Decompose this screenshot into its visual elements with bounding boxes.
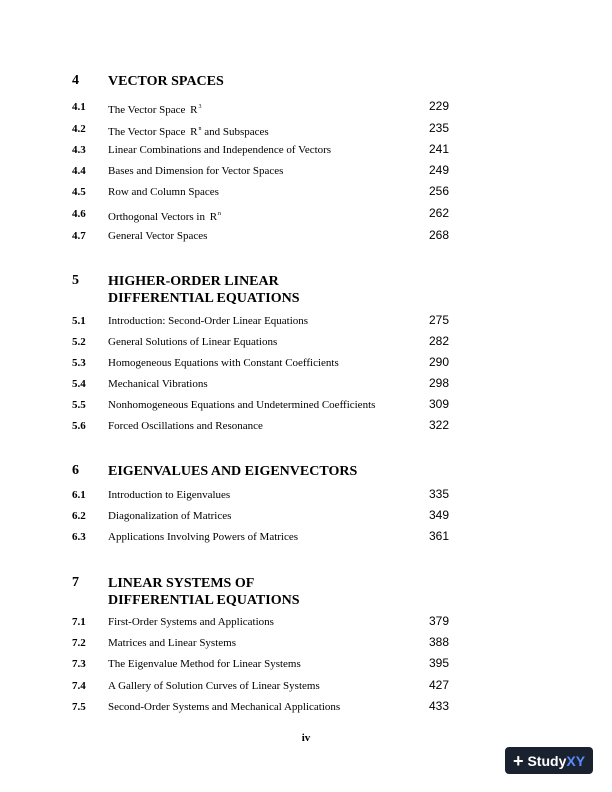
section-number: 4.2 [72,123,86,135]
section-number: 7.3 [72,658,86,670]
toc-entry[interactable] [0,122,612,138]
toc-entry[interactable] [0,700,612,716]
footer-page-number: iv [301,732,311,744]
section-number: 6.2 [72,510,86,522]
section-title: The Eigenvalue Method for Linear Systems [108,658,301,670]
section-page: 256 [429,184,450,198]
chapter-title: HIGHER-ORDER LINEAR DIFFERENTIAL EQUATIONS [108,274,300,306]
toc-entry[interactable] [0,164,612,180]
section-page: 309 [429,397,450,411]
section-number: 5.6 [72,420,86,432]
section-page: 229 [429,99,450,113]
section-title: General Vector Spaces [108,230,208,242]
toc-entry[interactable] [0,335,612,351]
section-title: Matrices and Linear Systems [108,637,236,649]
chapter-title: EIGENVALUES AND EIGENVECTORS [108,464,358,479]
toc-entry[interactable] [0,356,612,372]
section-page: 388 [429,635,450,649]
chapter-number: 4 [72,73,79,88]
section-page: 322 [429,418,450,432]
section-page: 275 [429,313,450,327]
toc-entry[interactable] [0,377,612,393]
section-title: Introduction: Second-Order Linear Equations [108,315,309,327]
section-page: 235 [429,121,450,135]
toc-entry[interactable] [0,100,612,116]
section-title: Bases and Dimension for Vector Spaces [108,165,284,177]
plus-icon: + [512,750,524,771]
chapter-number: 6 [72,463,79,478]
section-page: 298 [429,376,450,390]
section-page: 282 [429,334,450,348]
toc-entry[interactable] [0,679,612,695]
chapter-title: LINEAR SYSTEMS OF DIFFERENTIAL EQUATIONS [108,576,300,608]
section-number: 5.2 [72,336,86,348]
section-title: Forced Oscillations and Resonance [108,420,263,432]
section-number: 5.5 [72,399,86,411]
section-number: 4.6 [72,208,86,220]
toc-entry[interactable] [0,530,612,546]
toc-entry[interactable] [0,509,612,525]
toc-entry[interactable] [0,615,612,631]
section-title: Nonhomogeneous Equations and Undetermined Coefficients [108,399,376,411]
toc-entry[interactable] [0,207,612,223]
section-page: 262 [429,206,450,220]
section-title: Orthogonal Vectors in $R^n$ [108,211,222,223]
section-number: 5.4 [72,378,86,390]
section-number: 5.3 [72,357,86,369]
toc-entry[interactable] [0,185,612,201]
section-title: First-Order Systems and Applications [108,616,274,628]
section-page: 349 [429,508,450,522]
math-superscript: 3 [198,104,202,110]
section-title: The Vector Space $R^3$ [108,104,202,116]
section-title: Applications Involving Powers of Matrices [108,531,299,543]
section-title: Introduction to Eigenvalues [108,489,231,501]
section-number: 7.5 [72,701,86,713]
section-number: 7.2 [72,637,86,649]
section-title: Homogeneous Equations with Constant Coefficients [108,357,339,369]
chapter-title: VECTOR SPACES [108,74,224,89]
section-title: The Vector Space $R^n$ and Subspaces [108,126,269,138]
section-page: 241 [429,142,450,156]
toc-entry[interactable] [0,419,612,435]
section-title: Linear Combinations and Independence of Vectors [108,144,332,156]
section-number: 4.3 [72,144,86,156]
section-number: 7.1 [72,616,86,628]
math-superscript: n [218,211,222,217]
section-page: 268 [429,228,450,242]
math-symbol: R [190,126,198,138]
section-number: 4.1 [72,101,86,113]
section-number: 5.1 [72,315,86,327]
math-superscript: n [198,126,202,132]
section-page: 395 [429,656,450,670]
math-symbol: R [209,211,218,223]
section-title: Row and Column Spaces [108,186,219,198]
chapter-number: 7 [72,575,79,590]
section-title: Diagonalization of Matrices [108,510,232,522]
section-number: 6.3 [72,531,86,543]
studyxy-badge[interactable] [505,747,593,774]
section-page: 433 [429,699,450,713]
toc-entry[interactable] [0,314,612,330]
section-number: 4.4 [72,165,86,177]
badge-text: StudyXY [527,752,586,769]
section-title: A Gallery of Solution Curves of Linear Systems [108,680,320,692]
toc-entry[interactable] [0,488,612,504]
section-title: Second-Order Systems and Mechanical Applications [108,701,341,713]
toc-entry[interactable] [0,657,612,673]
section-number: 7.4 [72,680,86,692]
toc-entry[interactable] [0,229,612,245]
math-symbol: R [190,104,198,116]
section-page: 249 [429,163,450,177]
section-page: 335 [429,487,450,501]
section-page: 290 [429,355,450,369]
section-page: 379 [429,614,450,628]
toc-entry[interactable] [0,398,612,414]
chapter-number: 5 [72,273,79,288]
section-title: General Solutions of Linear Equations [108,336,278,348]
section-number: 6.1 [72,489,86,501]
section-number: 4.5 [72,186,86,198]
section-number: 4.7 [72,230,86,242]
section-page: 361 [429,529,450,543]
toc-entry[interactable] [0,143,612,159]
section-title: Mechanical Vibrations [108,378,208,390]
section-page: 427 [429,678,450,692]
toc-entry[interactable] [0,636,612,652]
